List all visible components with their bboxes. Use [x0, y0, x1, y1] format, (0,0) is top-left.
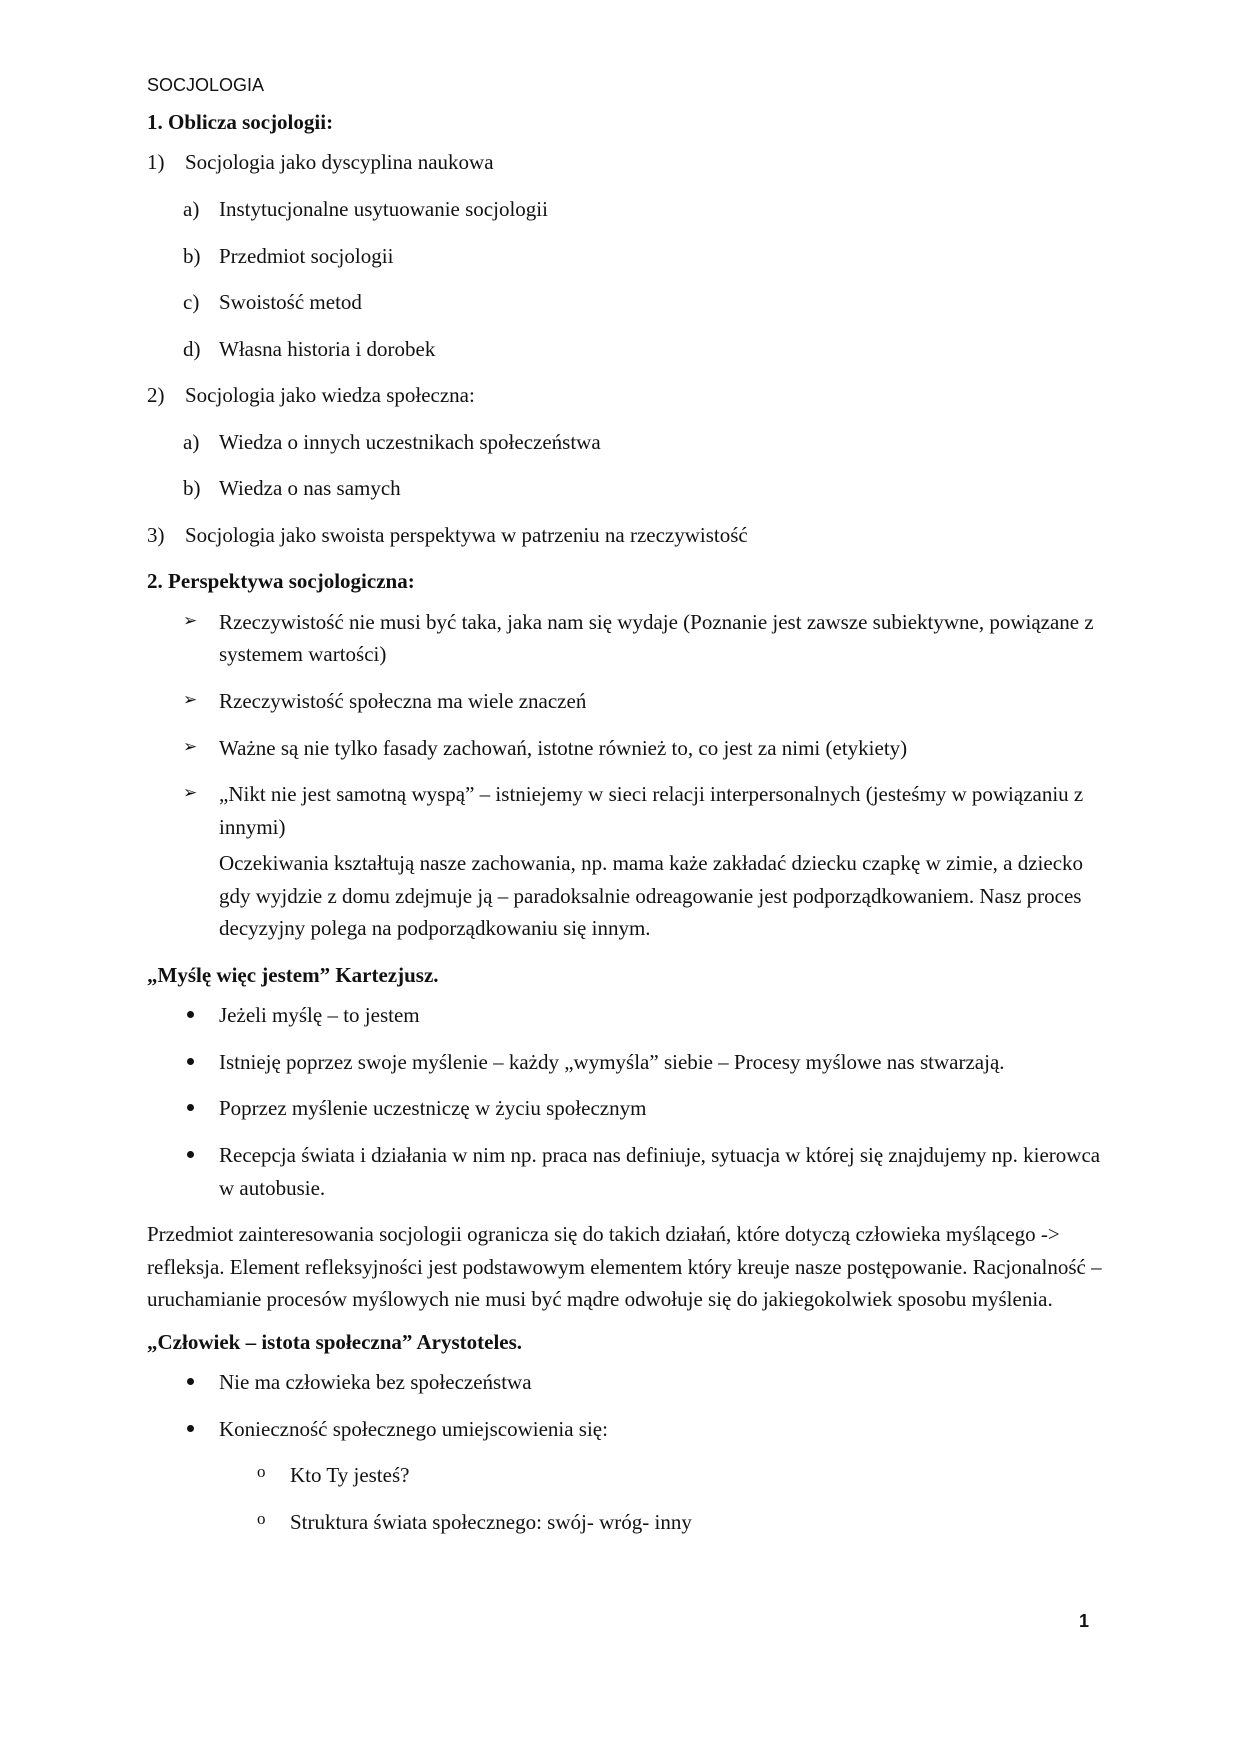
circle-list-item: [257, 1459, 1102, 1492]
list-marker: b): [183, 243, 201, 268]
list-item-text: Struktura świata społecznego: swój- wróg- inny: [290, 1509, 692, 1534]
bullet-icon: [183, 1139, 219, 1204]
list-marker: c): [183, 290, 200, 315]
bullet-list-item: [183, 1413, 1102, 1446]
list-item-text: Jeżeli myślę – to jestem: [219, 1003, 420, 1028]
list-item-text: Instytucjonalne usytuowanie socjologii: [219, 196, 548, 221]
arrow-bullet-icon: ➢: [183, 736, 198, 756]
list-item-text: Poprzez myślenie uczestniczę w życiu społecznym: [219, 1096, 647, 1121]
bullet-icon: [183, 1413, 219, 1446]
sub-list-item: [183, 240, 1102, 273]
list-item-text: Swoistość metod: [219, 290, 362, 315]
sub-list-item: [183, 426, 1102, 459]
circle-bullet-icon: o: [257, 1508, 266, 1528]
list-item-text: Istnieję poprzez swoje myślenie – każdy „wymyśla” siebie – Procesy myślowe nas stwarzają.: [219, 1049, 1005, 1074]
bullet-icon: [183, 1046, 219, 1079]
body-paragraph: Przedmiot zainteresowania socjologii ogranicza się do takich działań, które dotyczą człowieka myślącego -> refleksja. Element refleksyjności jest podstawowym elementem który kreuje nasze postępowanie. Racjonalność – uruchamianie procesów myślowych nie musi być mądre odwołuje się do jakiegokolwiek sposobu myślenia.: [147, 1222, 1102, 1312]
list-marker: 2): [147, 383, 165, 408]
bullet-list-item: [183, 1046, 1102, 1079]
list-item-text: Wiedza o nas samych: [219, 476, 401, 501]
list-item: [147, 146, 1102, 179]
continuation-paragraph: Oczekiwania kształtują nasze zachowania, np. mama każe zakładać dziecku czapkę w zimie, a dziecko gdy wyjdzie z domu zdejmuje ją – paradoksalnie odreagowanie jest podporządkowaniem. Nasz proces decyzyjny polega na podporządkowaniu się innym.: [219, 851, 1084, 941]
list-item-text: Kto Ty jesteś?: [290, 1463, 410, 1488]
list-marker: 1): [147, 150, 165, 175]
section-heading: 2. Perspektywa socjologiczna:: [147, 569, 415, 594]
list-marker: 3): [147, 522, 165, 547]
list-item-text: Wiedza o innych uczestnikach społeczeństwa: [219, 429, 601, 454]
arrow-list-item: [183, 685, 1102, 718]
arrow-list-item: [183, 606, 1102, 671]
list-item: [147, 519, 1102, 552]
list-item-text: „Nikt nie jest samotną wyspą” – istniejemy w sieci relacji interpersonalnych (jesteśmy w powiązaniu z innymi): [219, 782, 1084, 839]
list-marker: d): [183, 336, 201, 361]
list-marker: a): [183, 196, 200, 221]
circle-list-item: [257, 1506, 1102, 1539]
quote-heading: „Myślę więc jestem” Kartezjusz.: [147, 962, 439, 987]
arrow-bullet-icon: ➢: [183, 610, 198, 630]
bullet-icon: [183, 999, 219, 1032]
page-number: 1: [1078, 1611, 1089, 1631]
bullet-list-item: [183, 1139, 1102, 1204]
bullet-icon: [183, 1092, 219, 1125]
bullet-list-item: [183, 1092, 1102, 1125]
circle-bullet-icon: o: [257, 1462, 266, 1482]
section-heading: 1. Oblicza socjologii:: [147, 109, 334, 134]
list-item-text: Własna historia i dorobek: [219, 336, 436, 361]
list-item: [147, 379, 1102, 412]
list-item-text: Socjologia jako swoista perspektywa w patrzeniu na rzeczywistość: [185, 522, 748, 547]
document-page: [147, 72, 1102, 1552]
sub-list-item: [183, 193, 1102, 226]
list-item-text: Przedmiot socjologii: [219, 243, 394, 268]
list-item-text: Rzeczywistość społeczna ma wiele znaczeń: [219, 689, 587, 713]
arrow-bullet-icon: ➢: [183, 690, 198, 709]
sub-list-item: [183, 472, 1102, 505]
arrow-bullet-icon: ➢: [183, 783, 198, 803]
list-item-text: Nie ma człowieka bez społeczeństwa: [219, 1370, 532, 1395]
list-item-text: Recepcja świata i działania w nim np. praca nas definiuje, sytuacja w której się znajdujemy np. kierowca w autobusie.: [219, 1143, 1101, 1200]
sub-list-item: [183, 333, 1102, 366]
arrow-list-item: [183, 778, 1102, 843]
quote-heading: „Człowiek – istota społeczna” Arystoteles.: [147, 1329, 523, 1354]
list-item-text: Socjologia jako dyscyplina naukowa: [185, 150, 494, 175]
sub-list-item: [183, 286, 1102, 319]
bullet-list-item: [183, 1366, 1102, 1399]
list-item-text: Rzeczywistość nie musi być taka, jaka nam się wydaje (Poznanie jest zawsze subiektywne, powiązane z systemem wartości): [219, 609, 1094, 667]
list-marker: a): [183, 429, 200, 454]
list-item-text: Socjologia jako wiedza społeczna:: [185, 383, 475, 408]
bullet-list-item: [183, 999, 1102, 1032]
bullet-icon: [183, 1366, 219, 1399]
list-item-text: Konieczność społecznego umiejscowienia się:: [219, 1416, 608, 1441]
document-title: SOCJOLOGIA: [147, 75, 265, 95]
list-marker: b): [183, 476, 201, 501]
arrow-list-item: [183, 732, 1102, 765]
list-item-text: Ważne są nie tylko fasady zachowań, istotne również to, co jest za nimi (etykiety): [219, 735, 908, 760]
